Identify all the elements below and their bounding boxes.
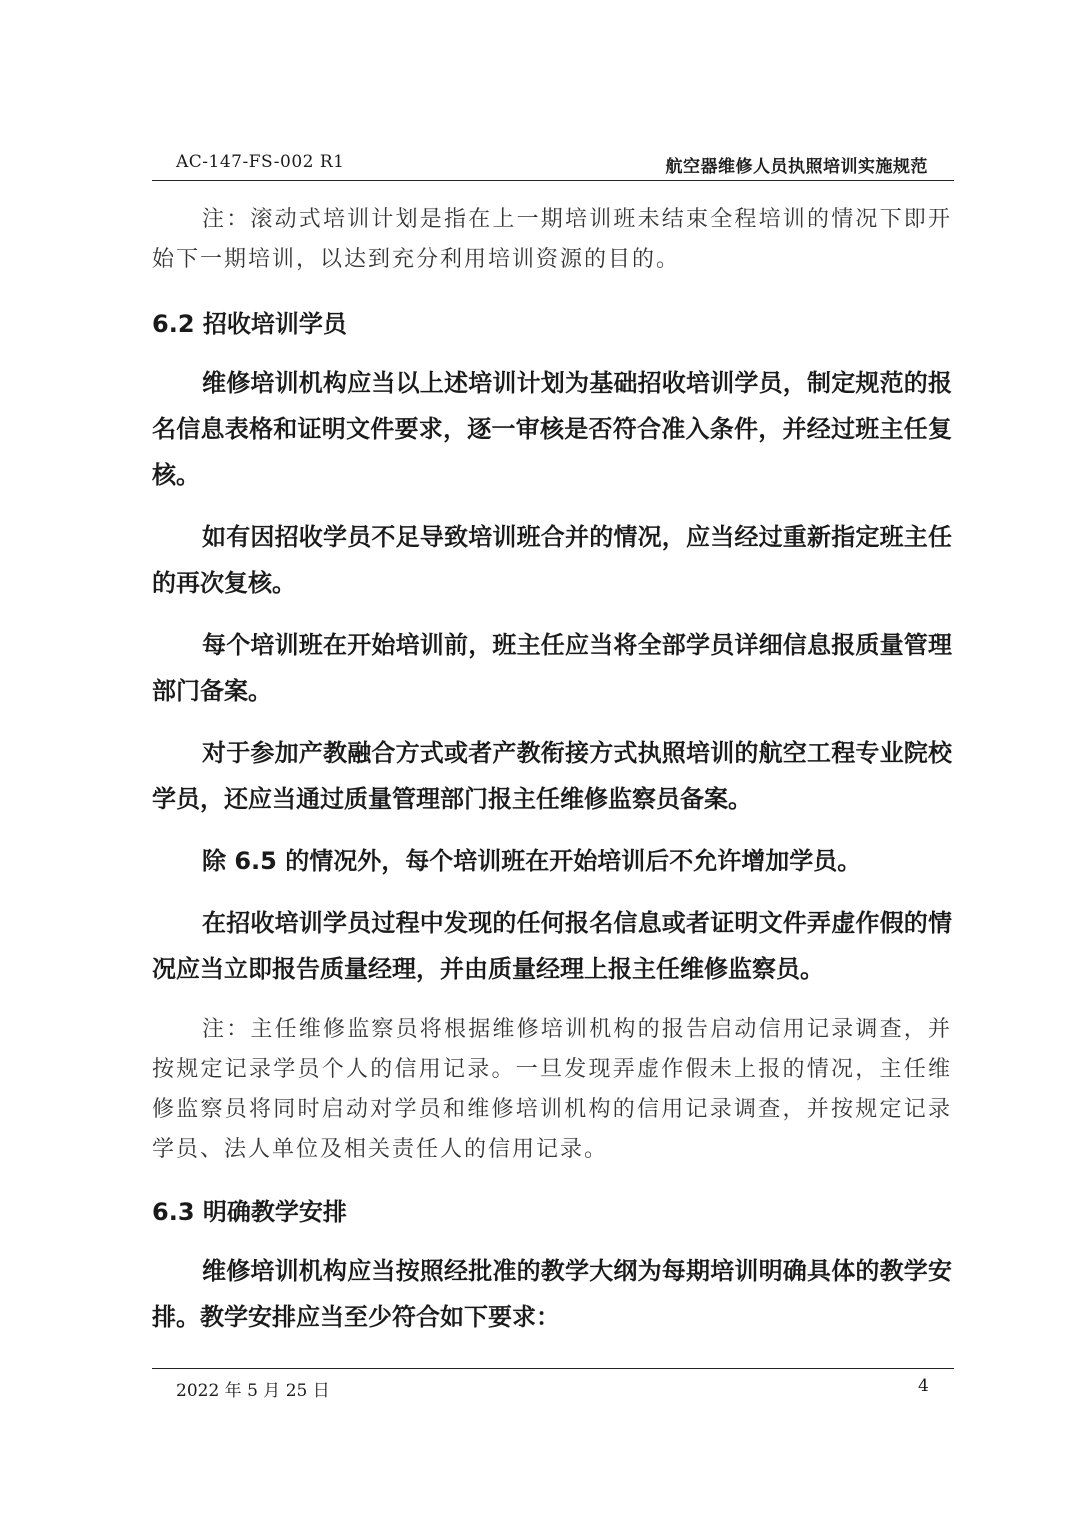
document-title: 航空器维修人员执照培训实施规范: [665, 157, 928, 177]
footer-date: 2022 年 5 月 25 日: [176, 1381, 330, 1401]
page-number: 4: [918, 1376, 929, 1396]
paragraph-fraud-report: 在招收培训学员过程中发现的任何报名信息或者证明文件弄虚作假的情况应当立即报告质量经理，并由质量经理上报主任维修监察员。: [152, 909, 952, 983]
note-credit-record: 注：主任维修监察员将根据维修培训机构的报告启动信用记录调查，并按规定记录学员个人的信用记录。一旦发现弄虚作假未上报的情况，主任维修监察员将同时启动对学员和维修培训机构的信用记录调查，并按规定记录学员、法人单位及相关责任人的信用记录。: [152, 1017, 952, 1162]
section-heading-6-2: 6.2 招收培训学员: [152, 310, 347, 338]
header-rule: [152, 180, 954, 181]
paragraph-recruit-basis: 维修培训机构应当以上述培训计划为基础招收培训学员，制定规范的报名信息表格和证明文件要求，逐一审核是否符合准入条件，并经过班主任复核。: [152, 369, 952, 489]
paragraph-teaching-arrangement: 维修培训机构应当按照经批准的教学大纲为每期培训明确具体的教学安排。教学安排应当至少符合如下要求：: [152, 1257, 952, 1331]
paragraph-class-merge: 如有因招收学员不足导致培训班合并的情况，应当经过重新指定班主任的再次复核。: [152, 523, 952, 597]
paragraph-college-students: 对于参加产教融合方式或者产教衔接方式执照培训的航空工程专业院校学员，还应当通过质量管理部门报主任维修监察员备案。: [152, 739, 952, 813]
paragraph-no-addition: 除 6.5 的情况外，每个培训班在开始培训后不允许增加学员。: [202, 847, 862, 875]
paragraph-filing: 每个培训班在开始培训前，班主任应当将全部学员详细信息报质量管理部门备案。: [152, 631, 952, 705]
section-heading-6-3: 6.3 明确教学安排: [152, 1198, 347, 1226]
footer-rule: [152, 1368, 954, 1369]
note-rolling-training: 注：滚动式培训计划是指在上一期培训班未结束全程培训的情况下即开始下一期培训，以达到充分利用培训资源的目的。: [152, 207, 952, 272]
document-code: AC-147-FS-002 R1: [176, 152, 345, 172]
